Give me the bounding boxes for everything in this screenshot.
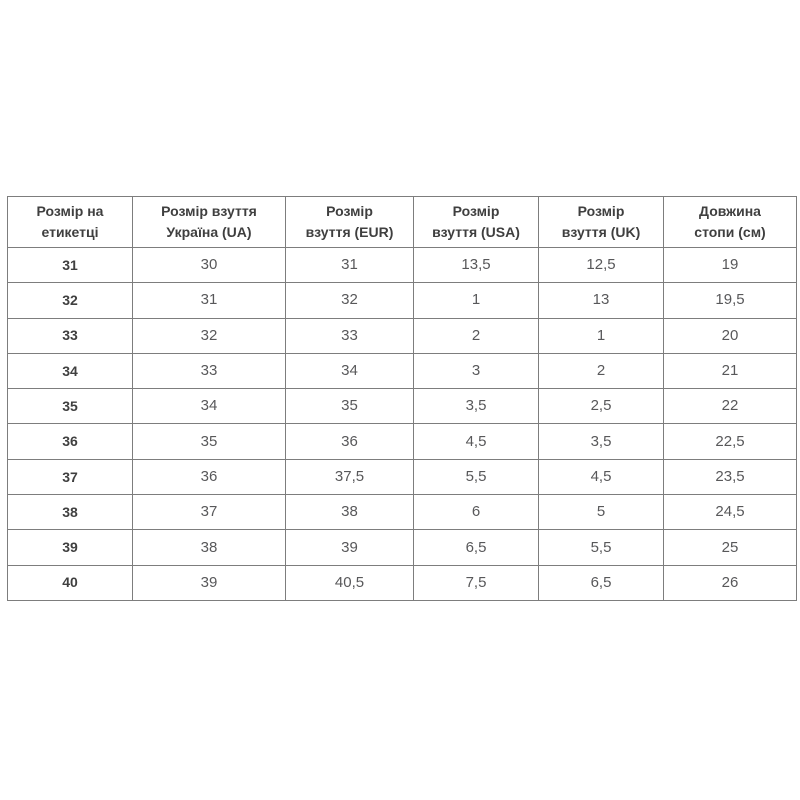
- cell-foot-length: 26: [664, 565, 797, 600]
- cell-ua-size: 34: [133, 389, 286, 424]
- cell-label-size: 33: [8, 318, 133, 353]
- cell-foot-length: 20: [664, 318, 797, 353]
- cell-label-size: 37: [8, 459, 133, 494]
- cell-label-size: 31: [8, 248, 133, 283]
- cell-foot-length: 22,5: [664, 424, 797, 459]
- cell-uk-size: 1: [539, 318, 664, 353]
- cell-uk-size: 6,5: [539, 565, 664, 600]
- cell-usa-size: 5,5: [414, 459, 539, 494]
- cell-label-size: 36: [8, 424, 133, 459]
- cell-uk-size: 5: [539, 495, 664, 530]
- table-row: [8, 495, 797, 530]
- cell-eur-size: 32: [286, 283, 414, 318]
- cell-usa-size: 6: [414, 495, 539, 530]
- col-header-uk-size: [539, 197, 664, 248]
- header-line: взуття (USA): [432, 224, 520, 240]
- cell-eur-size: 40,5: [286, 565, 414, 600]
- cell-eur-size: 37,5: [286, 459, 414, 494]
- cell-foot-length: 24,5: [664, 495, 797, 530]
- header-line: етикетці: [41, 224, 99, 240]
- col-header-usa-size: [414, 197, 539, 248]
- cell-uk-size: 2,5: [539, 389, 664, 424]
- col-header-eur-size: [286, 197, 414, 248]
- cell-foot-length: 19,5: [664, 283, 797, 318]
- header-line: взуття (UK): [561, 224, 641, 240]
- cell-usa-size: 4,5: [414, 424, 539, 459]
- cell-foot-length: 19: [664, 248, 797, 283]
- cell-label-size: 39: [8, 530, 133, 565]
- col-header-label-size: [8, 197, 133, 248]
- header-line: Україна (UA): [166, 224, 252, 240]
- cell-ua-size: 32: [133, 318, 286, 353]
- header-line: Розмір: [577, 203, 625, 219]
- table-row: [8, 197, 797, 248]
- table-row: [8, 459, 797, 494]
- cell-usa-size: 2: [414, 318, 539, 353]
- table-row: [8, 283, 797, 318]
- cell-label-size: 40: [8, 565, 133, 600]
- cell-usa-size: 3,5: [414, 389, 539, 424]
- table-row: [8, 353, 797, 388]
- cell-label-size: 38: [8, 495, 133, 530]
- cell-ua-size: 36: [133, 459, 286, 494]
- cell-foot-length: 22: [664, 389, 797, 424]
- table-row: [8, 565, 797, 600]
- header-line: взуття (EUR): [305, 224, 394, 240]
- size-chart-container: [7, 196, 797, 601]
- header-line: стопи (см): [694, 224, 766, 240]
- cell-foot-length: 21: [664, 353, 797, 388]
- cell-uk-size: 5,5: [539, 530, 664, 565]
- header-line: Розмір на: [36, 203, 104, 219]
- shoe-size-conversion-table: [7, 196, 797, 601]
- cell-ua-size: 39: [133, 565, 286, 600]
- cell-uk-size: 13: [539, 283, 664, 318]
- cell-usa-size: 3: [414, 353, 539, 388]
- cell-label-size: 32: [8, 283, 133, 318]
- cell-uk-size: 3,5: [539, 424, 664, 459]
- table-row: [8, 389, 797, 424]
- header-line: Розмір: [452, 203, 500, 219]
- table-body: [8, 248, 797, 601]
- cell-foot-length: 25: [664, 530, 797, 565]
- table-row: [8, 318, 797, 353]
- cell-foot-length: 23,5: [664, 459, 797, 494]
- cell-label-size: 34: [8, 353, 133, 388]
- col-header-ua-size: [133, 197, 286, 248]
- cell-ua-size: 30: [133, 248, 286, 283]
- cell-ua-size: 37: [133, 495, 286, 530]
- cell-eur-size: 33: [286, 318, 414, 353]
- cell-ua-size: 31: [133, 283, 286, 318]
- header-line: Розмір взуття: [161, 203, 257, 219]
- cell-label-size: 35: [8, 389, 133, 424]
- cell-usa-size: 7,5: [414, 565, 539, 600]
- cell-eur-size: 31: [286, 248, 414, 283]
- cell-eur-size: 36: [286, 424, 414, 459]
- table-header-row: [8, 197, 797, 248]
- header-line: Розмір: [326, 203, 373, 219]
- cell-ua-size: 35: [133, 424, 286, 459]
- cell-uk-size: 4,5: [539, 459, 664, 494]
- cell-eur-size: 39: [286, 530, 414, 565]
- cell-uk-size: 2: [539, 353, 664, 388]
- cell-ua-size: 33: [133, 353, 286, 388]
- table-row: [8, 248, 797, 283]
- cell-uk-size: 12,5: [539, 248, 664, 283]
- col-header-foot-length: [664, 197, 797, 248]
- table-row: [8, 424, 797, 459]
- cell-eur-size: 34: [286, 353, 414, 388]
- cell-usa-size: 6,5: [414, 530, 539, 565]
- cell-usa-size: 1: [414, 283, 539, 318]
- table-row: [8, 530, 797, 565]
- cell-eur-size: 35: [286, 389, 414, 424]
- cell-ua-size: 38: [133, 530, 286, 565]
- header-line: Довжина: [699, 203, 761, 219]
- cell-eur-size: 38: [286, 495, 414, 530]
- cell-usa-size: 13,5: [414, 248, 539, 283]
